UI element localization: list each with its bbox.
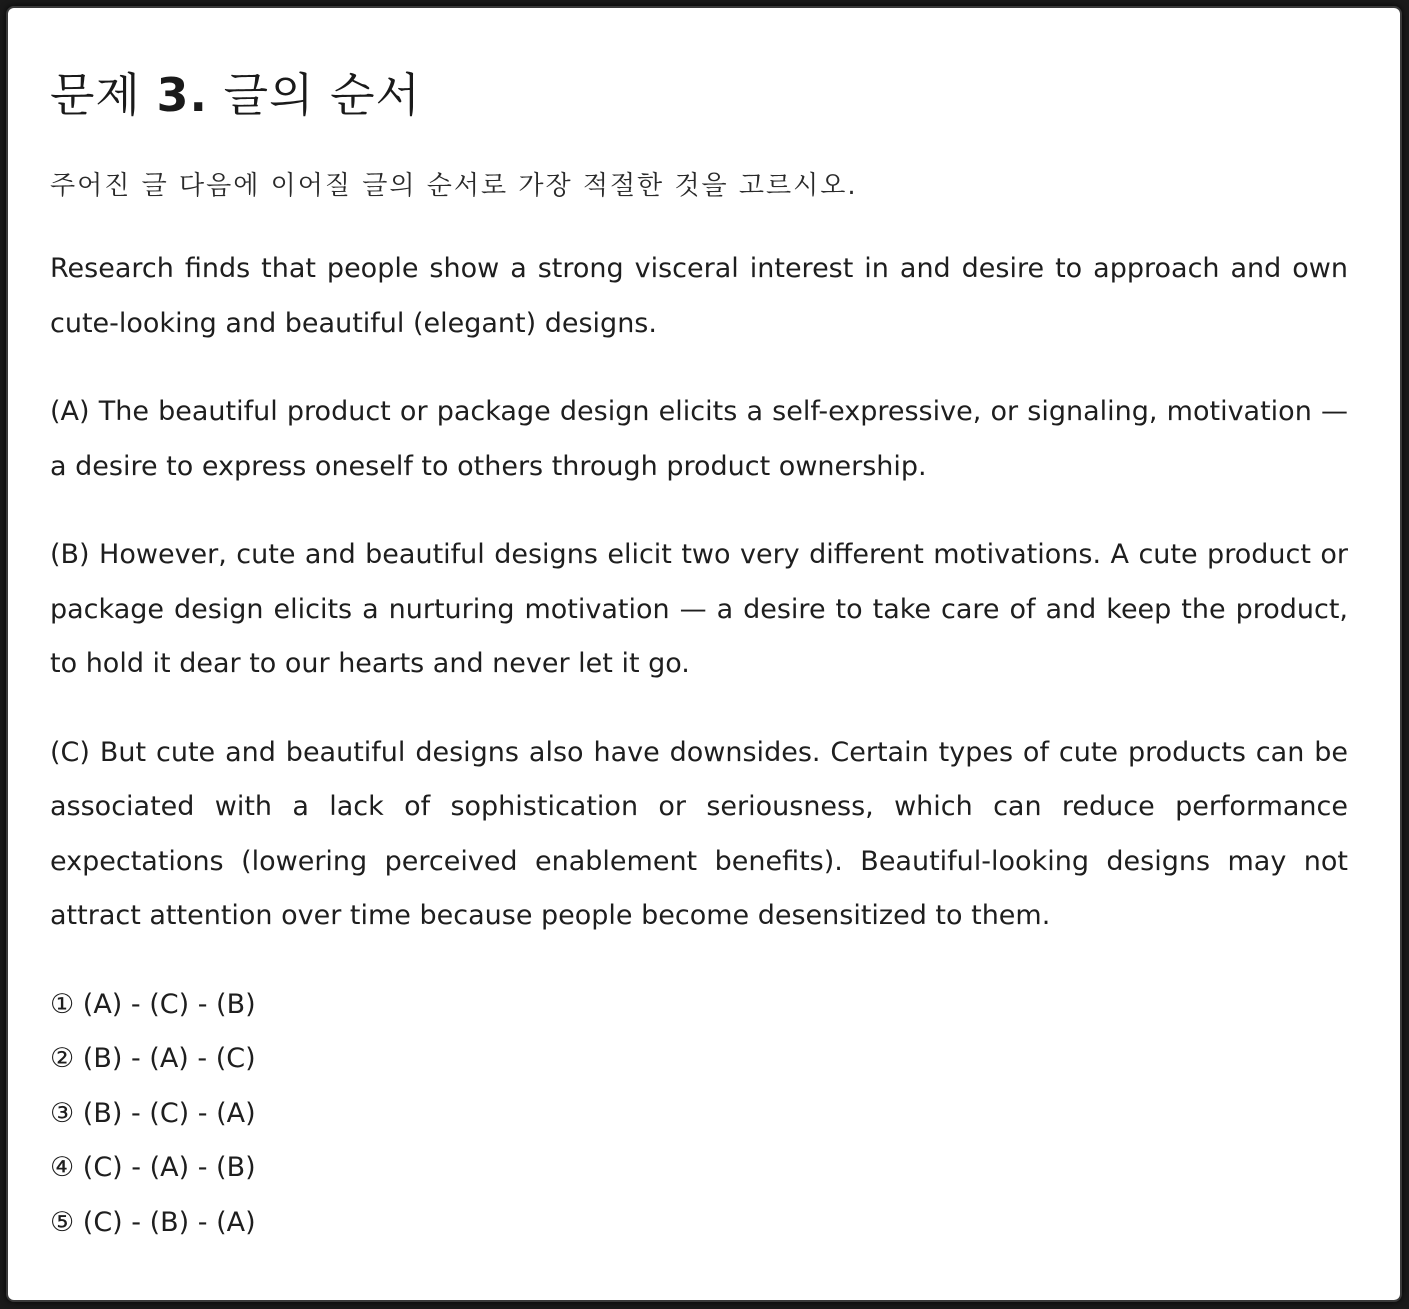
- intro-passage: Research finds that people show a strong visceral interest in and desire to approach and own cute-looking and beautiful (elegant) designs.: [50, 253, 1348, 339]
- paragraph-b: (B) However, cute and beautiful designs elicit two very different motivations. A cute product or package design elicits a nurturing motivation — a desire to take care of and keep the product, to hold it dear to our hearts and never let it go.: [50, 539, 1348, 679]
- question-number: 3.: [156, 68, 208, 122]
- question-title: [50, 64, 1348, 126]
- title-prefix: 문제: [50, 68, 141, 122]
- question-instruction: 주어진 글 다음에 이어질 글의 순서로 가장 적절한 것을 고르시오.: [50, 171, 858, 201]
- answer-options: [50, 978, 1348, 1251]
- question-content: [50, 64, 1348, 1250]
- paragraph-a: (A) The beautiful product or package design elicits a self-expressive, or signaling, motivation — a desire to express oneself to others through product ownership.: [50, 396, 1348, 482]
- paragraph-c: (C) But cute and beautiful designs also have downsides. Certain types of cute products can be associated with a lack of sophistication or seriousness, which can reduce performance expectations (lowering perceived enablement benefits). Beautiful-looking designs may not attract attention over time because people become desensitized to them.: [50, 736, 1348, 931]
- answer-option-2[interactable]: ② (B) - (A) - (C): [50, 1043, 256, 1074]
- answer-option-4[interactable]: ④ (C) - (A) - (B): [50, 1152, 256, 1183]
- answer-option-1[interactable]: ① (A) - (C) - (B): [50, 988, 256, 1020]
- answer-option-5[interactable]: ⑤ (C) - (B) - (A): [50, 1206, 256, 1238]
- question-card: [8, 8, 1400, 1300]
- title-suffix: 글의 순서: [223, 68, 421, 122]
- answer-option-3[interactable]: ③ (B) - (C) - (A): [50, 1097, 256, 1129]
